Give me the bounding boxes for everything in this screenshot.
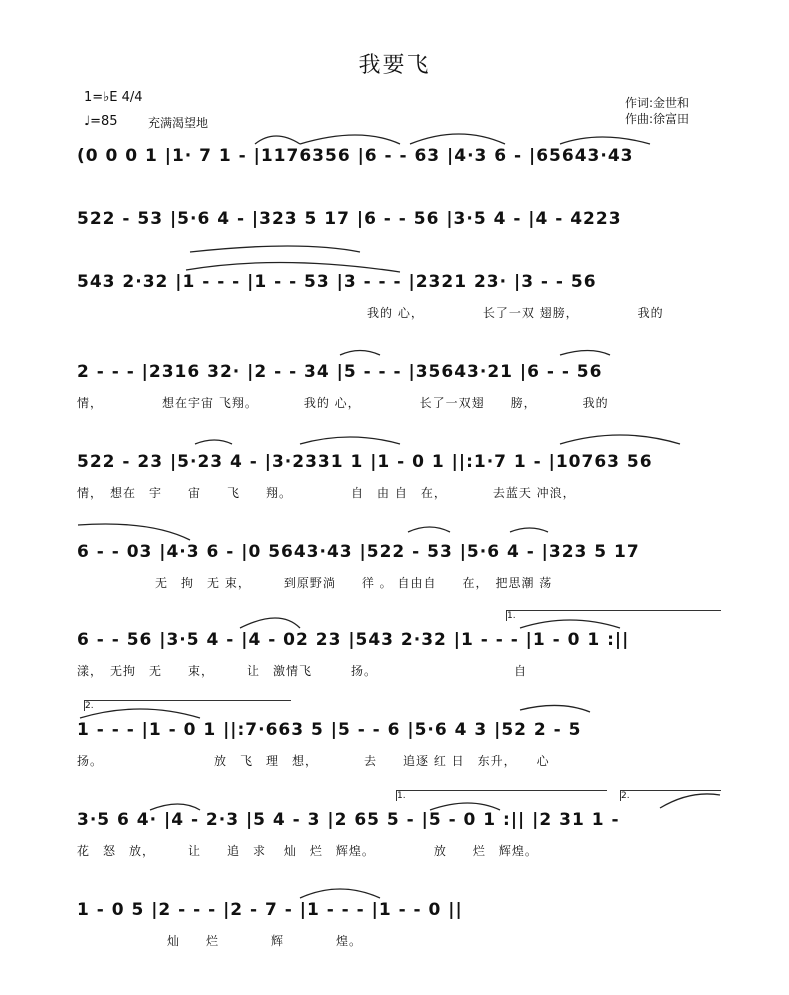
- volta-bracket-1b: 1.: [396, 790, 607, 801]
- expression-marking: 充满渴望地: [148, 116, 209, 130]
- notation-line: 522 - 23 |5·23 4 - |3·2331 1 |1 - 0 1 ||:1·7 1 - |10763 56: [77, 452, 653, 472]
- lyric-line: 我的 心， 长了一双 翅膀， 我的: [367, 306, 664, 320]
- volta-bracket-2b: 2.: [620, 790, 721, 801]
- lyric-line: 无 拘 无 束， 到原野淌 徉 。 自由自 在， 把思潮 荡: [155, 576, 553, 590]
- volta-bracket-2: 2.: [84, 700, 291, 711]
- notation-line: 6 - - 56 |3·5 4 - |4 - 02 23 |543 2·32 |1 - - - |1 - 0 1 :||: [77, 630, 630, 650]
- composer-credit: 作曲:徐富田: [625, 112, 690, 126]
- score-title: 我要飞: [358, 53, 431, 78]
- notation-line: 522 - 53 |5·6 4 - |323 5 17 |6 - - 56 |3·5 4 - |4 - 4223: [77, 209, 622, 229]
- notation-line: 3·5 6 4· |4 - 2·3 |5 4 - 3 |2 65 5 - |5 - 0 1 :|| |2 31 1 -: [77, 810, 620, 830]
- notation-line: 543 2·32 |1 - - - |1 - - 53 |3 - - - |2321 23· |3 - - 56: [77, 272, 597, 292]
- lyric-line: 漾， 无拘 无 束， 让 激情飞 扬。 自: [77, 664, 528, 678]
- lyricist-credit: 作词:金世和: [625, 96, 690, 110]
- lyric-line: 花 怒 放， 让 追 求 灿 烂 辉煌。 放 烂 辉煌。: [77, 844, 538, 858]
- notation-line: 6 - - 03 |4·3 6 - |0 5643·43 |522 - 53 |5·6 4 - |323 5 17: [77, 542, 640, 562]
- lyric-line: 灿 烂 辉 煌。: [167, 934, 363, 948]
- lyric-line: 扬。 放 飞 理 想， 去 追逐 红 日 东升， 心: [77, 754, 550, 768]
- notation-line: 2 - - - |2316 32· |2 - - 34 |5 - - - |35643·21 |6 - - 56: [77, 362, 603, 382]
- notation-line: (0 0 0 1 |1· 7 1 - |1176356 |6 - - 63 |4·3 6 - |65643·43: [77, 146, 634, 166]
- notation-line: 1 - 0 5 |2 - - - |2 - 7 - |1 - - - |1 - - 0 ||: [77, 900, 463, 920]
- notation-line: 1 - - - |1 - 0 1 ||:7·663 5 |5 - - 6 |5·6 4 3 |52 2 - 5: [77, 720, 582, 740]
- volta-bracket-1: 1.: [506, 610, 721, 621]
- lyric-line: 情， 想在 宇 宙 飞 翔。 自 由 自 在， 去蓝天 冲浪，: [77, 486, 576, 500]
- key-signature: 1=♭E 4/4: [84, 90, 143, 105]
- tempo-marking: ♩=85: [84, 114, 118, 129]
- lyric-line: 情， 想在宇宙 飞翔。 我的 心， 长了一双翅 膀， 我的: [77, 396, 609, 410]
